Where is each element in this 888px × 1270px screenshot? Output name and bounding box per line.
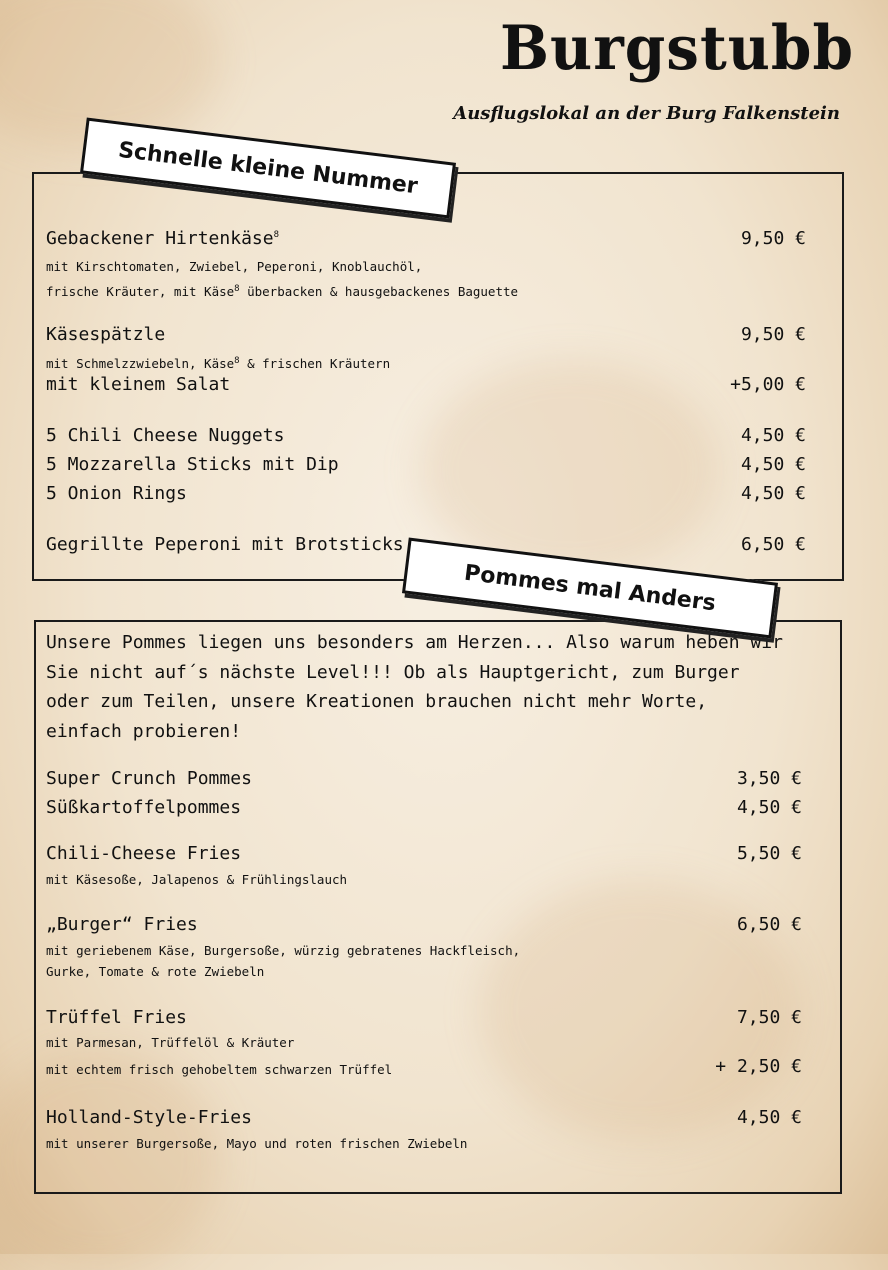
item-trueffel-fries: Trüffel Fries	[46, 1007, 187, 1028]
item-kleiner-salat: mit kleinem Salat	[46, 374, 231, 395]
banner-schnelle-kleine-nummer: Schnelle kleine Nummer	[80, 118, 456, 219]
desc-kaesespaetzle: mit Schmelzzwiebeln, Käse$^8$ & frischen Kräutern	[46, 356, 391, 372]
desc-hirtenkaese-2: frische Kräuter, mit Käse$^8$ überbacken & hausgebackenes Baguette	[46, 284, 519, 300]
price-holland-style-fries: 4,50 €	[736, 1107, 802, 1128]
price-chili-cheese-fries: 5,50 €	[736, 843, 802, 864]
banner-pommes-mal-anders: Pommes mal Anders	[402, 538, 778, 639]
pommes-intro-text: Unsere Pommes liegen uns besonders am Herzen... Also warum heben wir Sie nicht auf´s nächste Level!!! Ob als Hauptgericht, zum Burger oder zum Teilen, unsere Kreationen brauchen nicht mehr Worte, einfach probieren!	[46, 632, 783, 742]
desc-hirtenkaese-1: mit Kirschtomaten, Zwiebel, Peperoni, Knoblauchöl,	[46, 259, 423, 274]
price-burger-fries: 6,50 €	[736, 914, 802, 935]
item-holland-style-fries: Holland-Style-Fries	[46, 1107, 252, 1128]
item-onion-rings: 5 Onion Rings	[46, 483, 187, 504]
item-super-crunch-pommes: Super Crunch Pommes	[46, 768, 252, 789]
item-suesskartoffelpommes: Süßkartoffelpommes	[46, 797, 242, 818]
desc-trueffel-fries: mit Parmesan, Trüffelöl & Kräuter	[46, 1035, 295, 1050]
price-schwarzer-trueffel: + 2,50 €	[715, 1056, 802, 1077]
price-mozzarella-sticks: 4,50 €	[740, 454, 806, 475]
price-chili-cheese-nuggets: 4,50 €	[740, 425, 806, 446]
price-kleiner-salat: +5,00 €	[730, 374, 806, 395]
item-chili-cheese-fries: Chili-Cheese Fries	[46, 843, 242, 864]
desc-burger-fries-1: mit geriebenem Käse, Burgersoße, würzig gebratenes Hackfleisch,	[46, 943, 521, 958]
item-mozzarella-sticks: 5 Mozzarella Sticks mit Dip	[46, 454, 339, 475]
restaurant-title: Burgstubb	[500, 12, 855, 84]
item-gegrillte-peperoni: Gegrillte Peperoni mit Brotsticks	[46, 534, 404, 555]
price-kaesespaetzle: 9,50 €	[740, 324, 806, 345]
price-hirtenkaese: 9,50 €	[740, 228, 806, 249]
item-hirtenkaese: Gebackener Hirtenkäse$^8$	[46, 228, 279, 249]
price-onion-rings: 4,50 €	[740, 483, 806, 504]
item-burger-fries: „Burger“ Fries	[46, 914, 198, 935]
price-gegrillte-peperoni: 6,50 €	[740, 534, 806, 555]
item-chili-cheese-nuggets: 5 Chili Cheese Nuggets	[46, 425, 285, 446]
price-trueffel-fries: 7,50 €	[736, 1007, 802, 1028]
desc-burger-fries-2: Gurke, Tomate & rote Zwiebeln	[46, 964, 265, 979]
item-schwarzer-trueffel: mit echtem frisch gehobeltem schwarzen Trüffel	[46, 1062, 393, 1077]
desc-chili-cheese-fries: mit Käsesoße, Jalapenos & Frühlingslauch	[46, 872, 348, 887]
item-kaesespaetzle: Käsespätzle	[46, 324, 166, 345]
restaurant-subtitle: Ausflugslokal an der Burg Falkenstein	[453, 103, 840, 124]
price-super-crunch-pommes: 3,50 €	[736, 768, 802, 789]
price-suesskartoffelpommes: 4,50 €	[736, 797, 802, 818]
desc-holland-style-fries: mit unserer Burgersoße, Mayo und roten frischen Zwiebeln	[46, 1136, 468, 1151]
